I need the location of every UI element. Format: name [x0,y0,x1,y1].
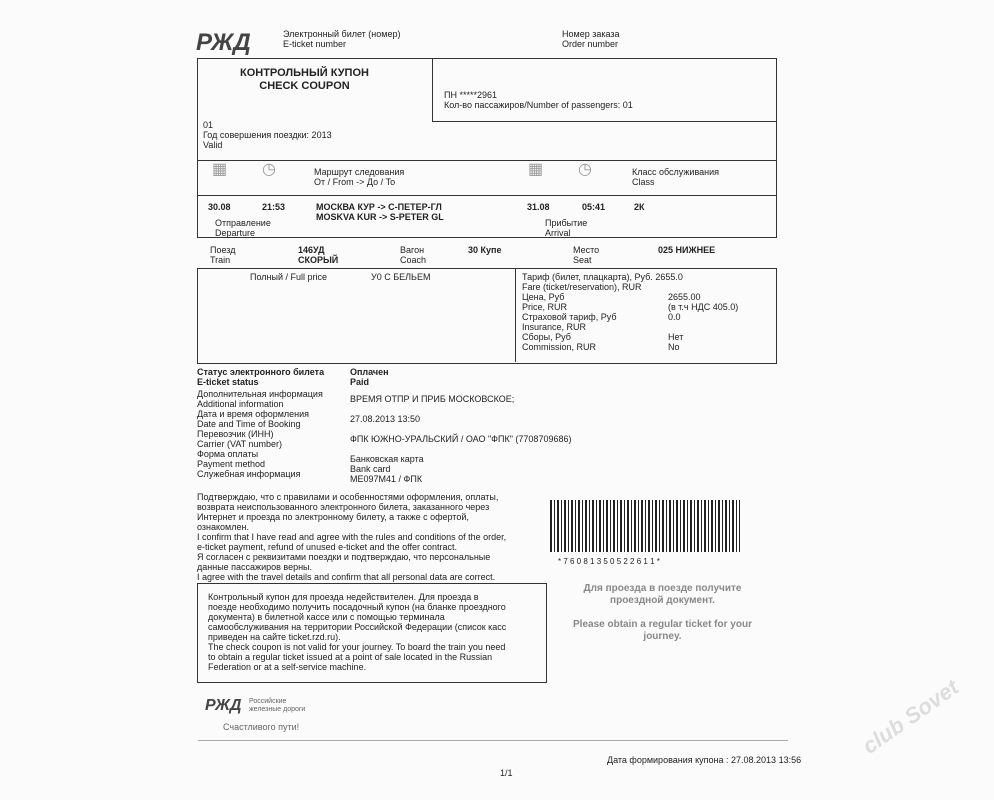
dep-date: 30.08 [208,202,231,212]
dep-label: Отправление Departure [215,218,271,238]
arr-date: 31.08 [527,202,550,212]
barcode [550,500,740,552]
class-value: 2К [634,202,645,212]
notice-text: Контрольный купон для проезда недействителен. Для проезда в поезде необходимо получить посадочный купон (на бланке проездного документа) в билетной кассе или с помощью терминала самообслуживания на территории Российской Федерации (список касс приведен на сайте ticket.rzd.ru). The check coupon is not valid for your journey. To board the train you need to obtain a regular ticket issued at a point of sale located in the Russian Federation or at a self-service machine. [208,592,507,672]
route-stations: МОСКВА КУР -> С-ПЕТЕР-ГЛ MOSKVA KUR -> S-PETER GL [316,202,444,222]
rzd-logo: РЖД [196,29,251,56]
arr-time: 05:41 [582,202,606,212]
farewell: Счастливого пути! [223,722,300,732]
eticket-label: Электронный билет (номер) E-ticket number [283,29,401,49]
train-number: 146УД СКОРЫЙ [298,245,339,265]
coach-value: 30 Купе [468,245,502,255]
class-label: Класс обслуживания Class [632,167,720,187]
barcode-number: * 7 6 0 8 1 3 5 0 5 2 2 6 1 1 * [558,557,660,566]
passenger-info: ПН *****2961 Кол-во пассажиров/Number of passengers: 01 [444,90,633,110]
valid-info: 01 Год совершения поездки: 2013 Valid [203,120,332,150]
calendar-icon: ▦ [528,161,544,178]
full-price: Полный / Full price [250,272,328,282]
clock-icon: ◷ [262,161,276,178]
check-coupon-title: КОНТРОЛЬНЫЙ КУПОН CHECK COUPON [240,67,369,92]
dep-time: 21:53 [262,202,286,212]
seat-label: Место Seat [573,245,600,265]
rzd-name: Российские железные дороги [249,698,306,713]
clock-icon: ◷ [578,161,592,178]
train-label: Поезд Train [210,245,236,265]
watermark: club Sovet [857,674,964,759]
status-value: Оплачен Paid [350,367,389,387]
coupon-date: Дата формирования купона : 27.08.2013 13:56 [607,755,802,765]
order-label: Номер заказа Order number [562,29,620,49]
calendar-icon: ▦ [212,161,228,178]
page-number: 1/1 [500,768,513,778]
agreement-text: Подтверждаю, что с правилами и особенностями оформления, оплаты, возврата неиспользованного электронного билета, заказанного через Интернет и проезда по электронному билету, а также с офертой, ознакомлен. I confirm that I have read and agree with the rules and conditions of the order, e-ticket payment, refund of unused e-ticket and the offer contract. Я согласен с реквизитами поездки и подтверждаю, что персональные данные пассажиров верны. I agree with the travel details and confirm that all personal data are correct. [197,492,507,582]
fare-values: 2655.00 (в т.ч НДС 405.0) 0.0 Нет No [668,292,739,352]
status-label: Статус электронного билета E-ticket status [197,367,325,387]
service-code: У0 С БЕЛЬЕМ [371,272,431,282]
arr-label: Прибытие Arrival [545,218,588,238]
seat-value: 025 НИЖНЕЕ [658,245,716,255]
info-labels: Дополнительная информация Additional information Дата и время оформления Date and Time of Booking Перевозчик (ИНН) Carrier (VAT number) Форма оплаты Payment method Служебная информация [197,389,323,479]
coach-label: Вагон Coach [400,245,427,265]
rzd-logo: РЖД [205,697,242,714]
fare-labels: Тариф (билет, плацкарта), Руб. 2655.0 Fare (ticket/reservation), RUR Цена, Руб Price, RUR Страховой тариф, Руб Insurance, RUR Сборы, Руб Commission, RUR [522,272,683,352]
info-values: ВРЕМЯ ОТПР И ПРИБ МОСКОВСКОЕ; 27.08.2013 13:50 ФПК ЮЖНО-УРАЛЬСКИЙ / ОАО "ФПК" (7708709686) Банковская карта Bank card МЕ097М41 / ФПК [350,394,572,484]
grey-notice: Для проезда в поезде получите проездной документ. Please obtain a regular ticket for your journey. [573,583,752,642]
route-label: Маршрут следования От / From -> До / To [314,167,405,187]
